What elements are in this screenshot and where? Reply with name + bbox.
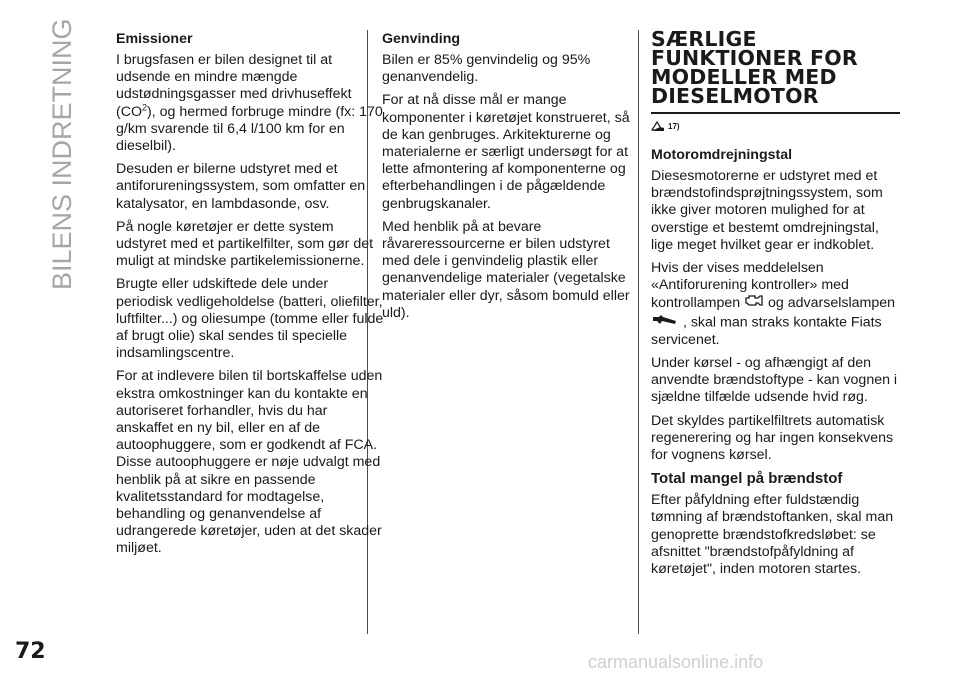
paragraph-diesel-3: Under kørsel - og afhængigt af den anvendte brændstoftype - kan vognen i sjældne tilfælde udsende hvid røg. xyxy=(651,355,898,406)
paragraph-diesel-5: Efter påfyldning efter fuldstændig tømning af brændstoftanken, skal man genoprette brændstofkredsløbet: se afsnittet "brændstofpåfyldning af køretøjet", inden motoren startes. xyxy=(651,492,894,578)
paragraph-diesel-1: Diesesmotorerne er udstyret med et brændstofindsprøjtningssystem, som ikke giver motoren mulighed for at overstige et bestemt omdrejningstal, lige meget hvilket gear er indkoblet. xyxy=(651,168,883,253)
heading-engine-speed: Motoromdrejningstal xyxy=(651,147,793,163)
paragraph-diesel-2-b: og advarselslampen xyxy=(768,295,896,312)
side-section-title-text: BILENS INDRETNING xyxy=(47,18,77,290)
paragraph-emissions-5: For at indlevere bilen til bortskaffelse uden ekstra omkostninger kan du kontakte en autoriseret forhandler, hvis du har anskaffet en ny bil, eller en af de autoophuggere, som er godkendt af FCA. Disse autoophuggere er nøje udvalgt med henblik på at sikre en passende kvalitetsstandard for modtagelse, behandling og genanvendelse af udrangerede køretøjer, uden at det skader miljøet. xyxy=(116,368,383,557)
heading-recycling: Genvinding xyxy=(382,31,461,47)
heading-fuel-shortage: Total mangel på brændstof xyxy=(651,470,843,488)
heading-rule xyxy=(651,112,900,114)
paragraph-emissions-1-b: ), og hermed forbruge mindre (fx: 170 g/km svarende til 6,4 l/100 km for en dieselbil). xyxy=(116,103,383,155)
reference-marker xyxy=(651,120,900,132)
paragraph-diesel-2-a: Hvis der vises meddelelsen «Antiforurening kontroller» med kontrollampen xyxy=(651,260,849,312)
paragraph-diesel-2-c: , skal man straks kontakte Fiats servicenet. xyxy=(651,313,882,348)
paragraph-emissions-2: Desuden er bilerne udstyret med et antiforureningssystem, som omfatter en katalysator, en lambdasonde, osv. xyxy=(116,161,366,212)
watermark: carmanualsonline.info xyxy=(588,652,764,672)
paragraph-recycling-3: Med henblik på at bevare råvareressourcerne er bilen udstyret med dele i genvindelig plastik eller genanvendelige materialer (vegetalske materialer eller dyr, såsom bomuld eller uld). xyxy=(382,218,630,321)
paragraph-diesel-4: Det skyldes partikelfiltrets automatisk regenerering og har ingen konsekvens for vognens kørsel. xyxy=(651,412,894,464)
paragraph-recycling-1: Bilen er 85% genvindelig og 95% genanvendelig. xyxy=(382,52,591,86)
paragraph-emissions-4: Brugte eller udskiftede dele under periodisk vedligeholdelse (batteri, oliefilter, luftfilter...) og oliesumpe (tomme eller fulde af brugt olie) skal sendes til specielle indsamlingscentre. xyxy=(116,276,384,362)
column-emissions xyxy=(116,30,386,564)
column-divider-2 xyxy=(638,30,639,634)
side-section-title xyxy=(47,18,90,290)
paragraph-emissions-1 xyxy=(116,52,386,155)
paragraph-emissions-3: På nogle køretøjer er dette system udstyret med et partikelfilter, som gør det muligt at mindske partikelemissionerne. xyxy=(116,218,374,270)
co2-subscript: 2 xyxy=(142,101,148,112)
page-number: 72 xyxy=(15,639,46,664)
heading-emissions: Emissioner xyxy=(116,31,193,47)
wrench-icon xyxy=(651,313,679,332)
engine-warning-icon xyxy=(744,294,764,312)
column-diesel xyxy=(651,27,900,584)
hand-warning-icon xyxy=(651,120,665,132)
section-heading-diesel: SÆRLIGE FUNKTIONER FOR MODELLER MED DIESELMOTOR xyxy=(651,27,858,108)
column-recycling xyxy=(382,30,630,328)
paragraph-diesel-2 xyxy=(651,260,900,349)
paragraph-recycling-2: For at nå disse mål er mange komponenter i køretøjet konstrueret, så de kan genbruges. Arkitekturerne og materialerne er særligt undersøgt for at lette afmontering af komponenterne og efterbehandlingen i de pågældende genbrugskanaler. xyxy=(382,92,630,212)
reference-label: 17) xyxy=(668,122,680,131)
paragraph-emissions-1-a: I brugsfasen er bilen designet til at udsende en mindre mængde udstødningsgasser med drivhuseffekt (CO xyxy=(116,52,352,120)
